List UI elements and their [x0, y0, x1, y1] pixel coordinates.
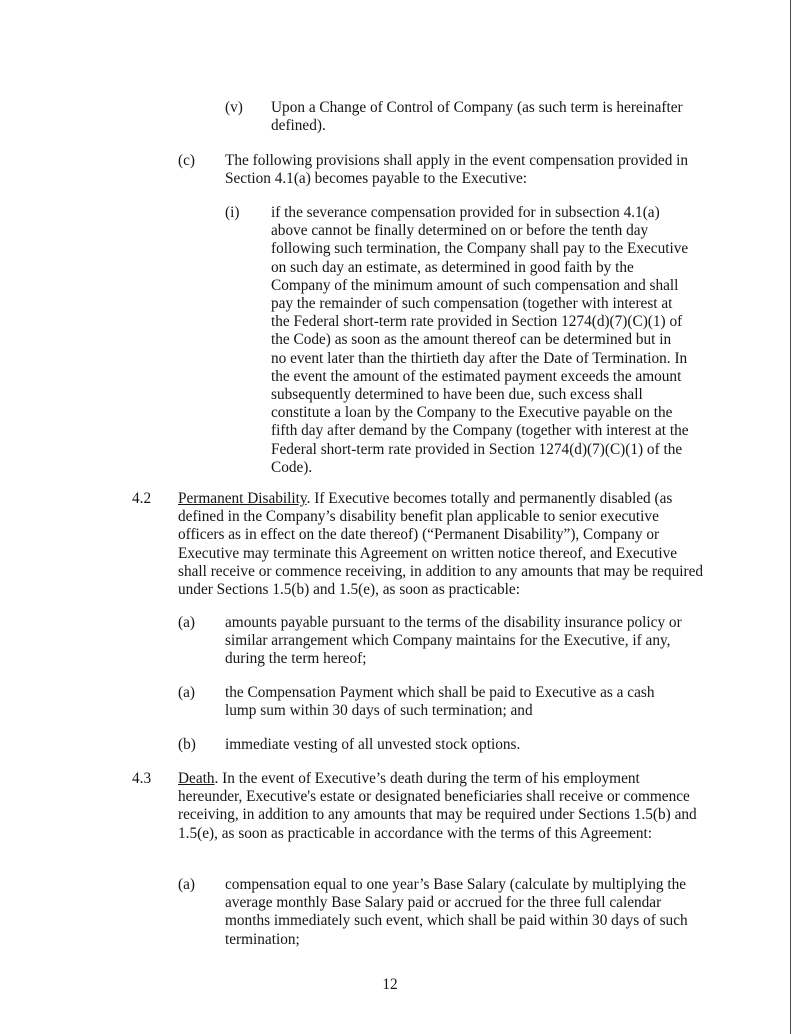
clause-number: (c): [178, 152, 195, 169]
section-body: [178, 770, 698, 843]
page-number: 12: [382, 976, 398, 993]
section-number: 4.2: [132, 490, 152, 507]
clause-text: the Compensation Payment which shall be paid to Executive as a cash lump sum within 30 days of such termination; and: [225, 684, 655, 720]
clause-number: (a): [178, 684, 195, 701]
clause-text: compensation equal to one year’s Base Salary (calculate by multiplying the average monthly Base Salary paid or accrued for the three full calendar months immediately such event, which shall be paid within 30 days of such termination;: [225, 876, 688, 948]
clause-text: Upon a Change of Control of Company (as such term is hereinafter defined).: [271, 99, 683, 135]
clause-number: (a): [178, 876, 195, 893]
section-number: 4.3: [132, 770, 152, 787]
section-text: . In the event of Executive’s death during the term of his employment hereunder, Executive's estate or designated beneficiaries shall receive or commence receiving, in addition to any amounts that may be required under Sections 1.5(b) and 1.5(e), as soon as practicable in accordance with the terms of this Agreement:: [178, 770, 697, 842]
clause-text: if the severance compensation provided for in subsection 4.1(a) above cannot be finally determined on or before the tenth day following such termination, the Company shall pay to the Executive on such day an estimate, as determined in good faith by the Company of the minimum amount of such compensation and shall pay the remainder of such compensation (together with interest at the Federal short-term rate provided in Section 1274(d)(7)(C)(1) of the Code) as soon as the amount thereof can be determined but in no event later than the thirtieth day after the Date of Termination. In the event the amount of the estimated payment exceeds the amount subsequently determined to have been due, such excess shall constitute a loan by the Company to the Executive payable on the fifth day after demand by the Company (together with interest at the Federal short-term rate provided in Section 1274(d)(7)(C)(1) of the Code).: [271, 204, 689, 476]
section-heading: Death: [178, 770, 215, 787]
clause-number: (v): [225, 99, 243, 116]
section-body: [178, 490, 703, 599]
clause-text: The following provisions shall apply in the event compensation provided in Section 4.1(a) becomes payable to the Executive:: [225, 152, 689, 188]
scan-edge-line: [790, 0, 791, 1034]
section-text: . If Executive becomes totally and permanently disabled (as defined in the Company’s disability benefit plan applicable to senior executive officers as in effect on the date thereof) (“Permanent Disability”), Company or Executive may terminate this Agreement on written notice thereof, and Executive shall receive or commence receiving, in addition to any amounts that may be required under Sections 1.5(b) and 1.5(e), as soon as practicable:: [178, 490, 704, 599]
clause-number: (i): [225, 204, 240, 221]
clause-number: (a): [178, 614, 195, 631]
clause-text: amounts payable pursuant to the terms of the disability insurance policy or similar arrangement which Company maintains for the Executive, if any, during the term hereof;: [225, 614, 682, 668]
section-heading: Permanent Disability: [178, 490, 307, 507]
clause-text: immediate vesting of all unvested stock options.: [225, 736, 521, 753]
clause-number: (b): [178, 736, 196, 753]
